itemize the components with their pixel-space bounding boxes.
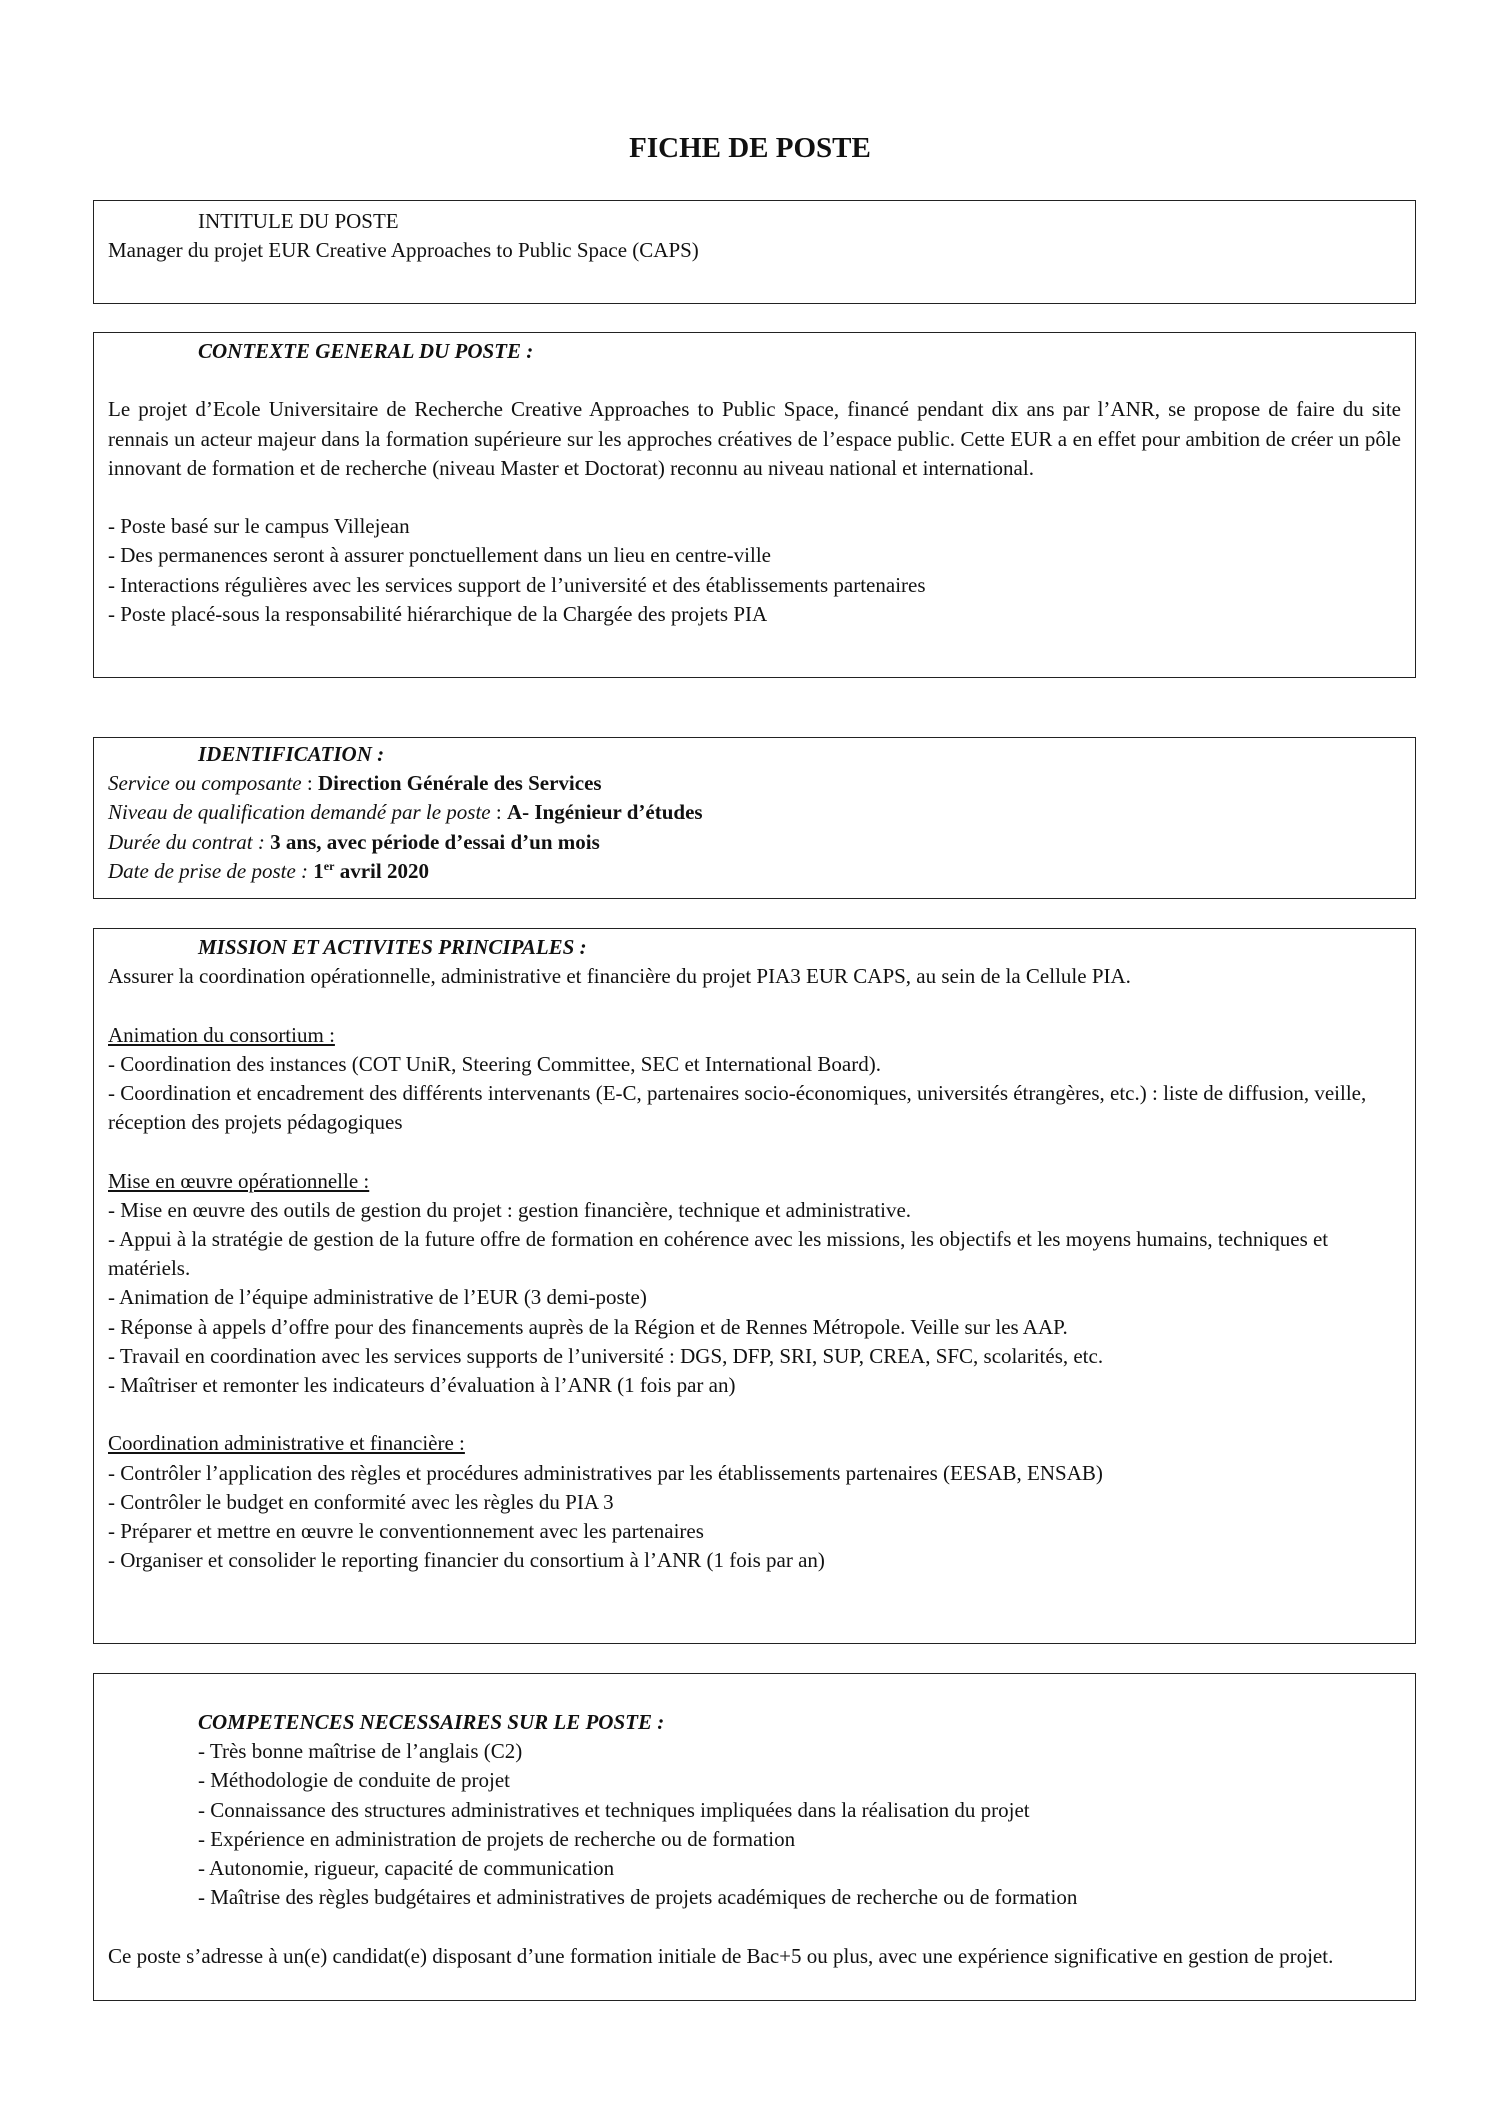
contexte-heading: CONTEXTE GENERAL DU POSTE : [198,339,534,363]
duree-value: 3 ans, avec période d’essai d’un mois [270,829,600,854]
date-day: 1 [313,858,324,883]
niveau-row: Niveau de qualification demandé par le poste : A- Ingénieur d’études [108,800,703,825]
competence-item: - Connaissance des structures administratives et techniques impliquées dans la réalisation du projet [198,1797,1030,1822]
date-label: Date de prise de poste : [108,858,309,883]
coordination-item: - Contrôler l’application des règles et procédures administratives par les établissements partenaires (EESAB, ENSAB) [108,1460,1103,1485]
mission-heading: MISSION ET ACTIVITES PRINCIPALES : [198,935,587,959]
competence-item: - Maîtrise des règles budgétaires et administratives de projets académiques de recherche ou de formation [198,1885,1078,1910]
contexte-item: - Des permanences seront à assurer ponctuellement dans un lieu en centre-ville [108,543,771,568]
duree-label: Durée du contrat : [108,829,265,854]
competence-item: - Méthodologie de conduite de projet [198,1768,510,1793]
contexte-item: - Poste placé-sous la responsabilité hiérarchique de la Chargée des projets PIA [108,601,768,626]
operationnelle-item: - Appui à la stratégie de gestion de la future offre de formation en cohérence avec les missions, les objectifs et les moyens humains, techniques et matériels. [108,1227,1329,1281]
competence-item: - Expérience en administration de projets de recherche ou de formation [198,1826,796,1851]
competence-item: - Autonomie, rigueur, capacité de communication [198,1856,615,1881]
operationnelle-item: - Travail en coordination avec les services supports de l’université : DGS, DFP, SRI, SUP, CREA, SFC, scolarités, etc. [108,1343,1104,1368]
animation-item: - Coordination des instances (COT UniR, Steering Committee, SEC et International Board). [108,1051,881,1076]
intitule-heading: INTITULE DU POSTE [198,209,399,233]
contexte-paragraph: Le projet d’Ecole Universitaire de Recherche Creative Approaches to Public Space, financé pendant dix ans par l’ANR, se propose de faire du site rennais un acteur majeur dans la formation supérieure sur les approches créatives de l’espace public. Cette EUR a en effet pour ambition de créer un pôle innovant de formation et de recherche (niveau Master et Doctorat) reconnu au niveau national et international. [108,397,1401,480]
page-title: FICHE DE POSTE [629,132,871,164]
operationnelle-title: Mise en œuvre opérationnelle : [108,1168,370,1193]
mission-section [93,928,1416,1644]
coordination-item: - Organiser et consolider le reporting financier du consortium à l’ANR (1 fois par an) [108,1548,825,1573]
service-label: Service ou composante [108,771,302,796]
coordination-title: Coordination administrative et financière : [108,1431,465,1456]
operationnelle-item: - Maîtriser et remonter les indicateurs d’évaluation à l’ANR (1 fois par an) [108,1373,736,1398]
identification-section [93,737,1416,899]
operationnelle-item: - Animation de l’équipe administrative de l’EUR (3 demi-poste) [108,1285,647,1310]
identification-heading: IDENTIFICATION : [198,742,385,766]
niveau-value: A- Ingénieur d’études [506,800,703,825]
duree-row [94,828,1415,857]
operationnelle-item: - Mise en œuvre des outils de gestion du projet : gestion financière, technique et administrative. [108,1197,912,1222]
service-row: Service ou composante : Direction Générale des Services [108,771,602,796]
competences-conclusion: Ce poste s’adresse à un(e) candidat(e) disposant d’une formation initiale de Bac+5 ou plus, avec une expérience significative en gestion de projet. [108,1943,1334,1968]
coordination-item: - Contrôler le budget en conformité avec les règles du PIA 3 [108,1489,614,1514]
service-value: Direction Générale des Services [317,771,602,796]
contexte-item: - Poste basé sur le campus Villejean [108,514,410,539]
competences-section [93,1673,1416,2001]
niveau-label: Niveau de qualification demandé par le poste [108,800,491,825]
coordination-item: - Préparer et mettre en œuvre le conventionnement avec les partenaires [108,1519,704,1544]
contexte-item: - Interactions régulières avec les services support de l’université et des établissements partenaires [108,572,926,597]
animation-item: - Coordination et encadrement des différents intervenants (E-C, partenaires socio-économiques, universités étrangères, etc.) : liste de diffusion, veille, réception des projets pédagogiques [108,1081,1367,1135]
competence-item: - Très bonne maîtrise de l’anglais (C2) [198,1739,523,1764]
date-sup: er [323,858,335,873]
mission-intro: Assurer la coordination opérationnelle, administrative et financière du projet PIA3 EUR CAPS, au sein de la Cellule PIA. [108,964,1131,989]
contexte-section [93,332,1416,678]
date-rest: avril 2020 [339,858,429,883]
operationnelle-item: - Réponse à appels d’offre pour des financements auprès de la Région et de Rennes Métropole. Veille sur les AAP. [108,1314,1068,1339]
animation-title: Animation du consortium : [108,1022,335,1047]
date-row [94,857,1415,886]
competences-heading: COMPETENCES NECESSAIRES SUR LE POSTE : [198,1710,665,1734]
intitule-section [93,200,1416,304]
intitule-value: Manager du projet EUR Creative Approaches to Public Space (CAPS) [108,238,699,263]
